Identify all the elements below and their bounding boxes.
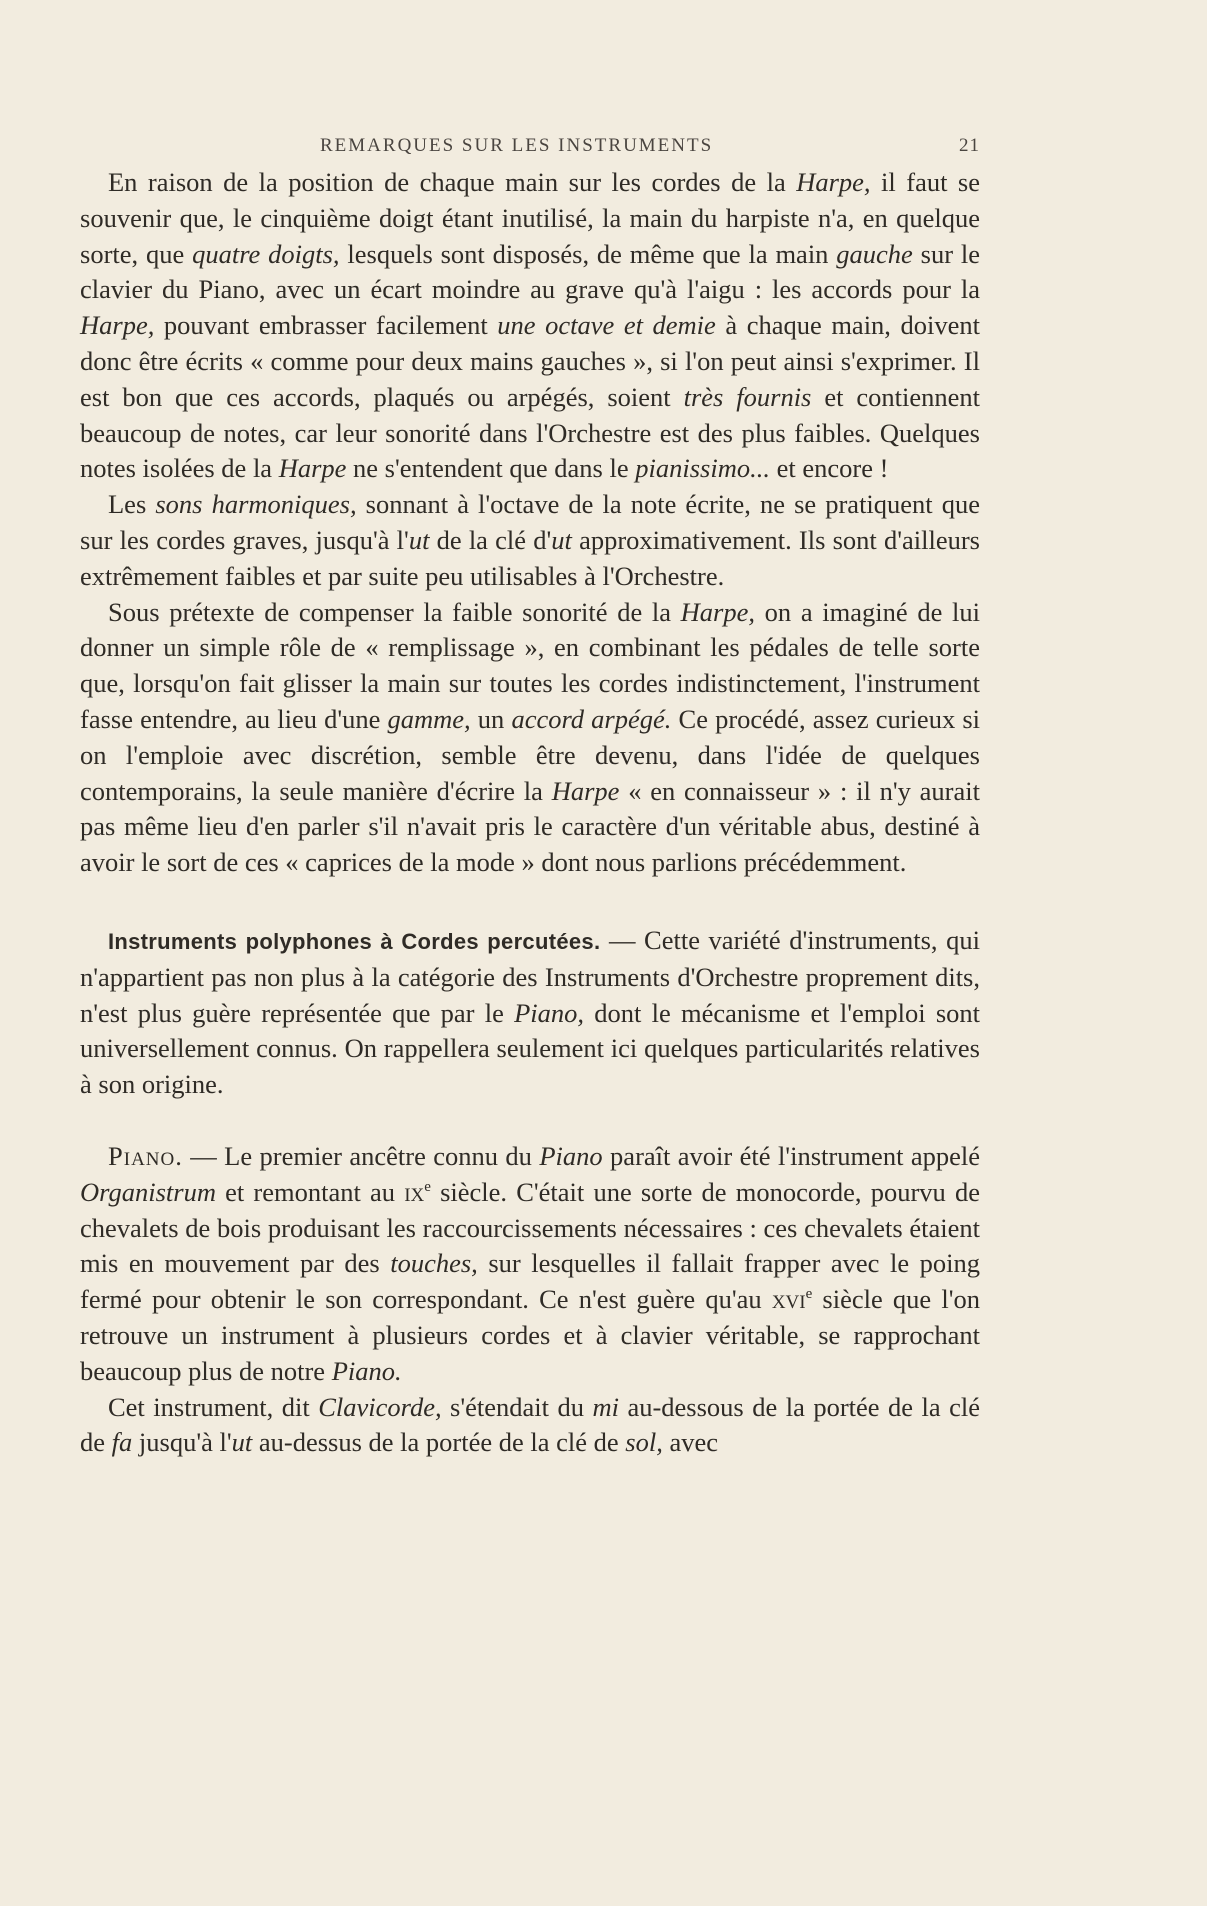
italic-run: très fournis <box>683 381 812 412</box>
century-numeral: xvi <box>771 1284 806 1315</box>
italic-run: accord arpégé. <box>511 703 672 734</box>
book-page <box>80 125 980 1461</box>
text-run: approximativement. Ils sont d'ailleurs extrêmement faibles et par suite peu utilisables à l'Orchestre. <box>80 524 980 591</box>
italic-run: Harpe <box>551 775 620 806</box>
text-run: et contiennent beaucoup de notes, car leur sonorité dans l'Orchestre est des plus faibles. Quelques notes isolées de la <box>80 381 980 484</box>
paragraph-harmonics <box>80 487 980 594</box>
italic-run: ut <box>231 1427 253 1458</box>
text-run: jusqu'à l' <box>132 1427 232 1458</box>
italic-run: Piano. <box>331 1355 402 1386</box>
paragraph-clavicorde <box>80 1390 980 1462</box>
text-run: sonnant à l'octave de la note écrite, ne se pratiquent que sur les cordes graves, jusqu'à l' <box>80 489 981 555</box>
text-run: au-dessous de la portée de la clé de <box>80 1391 980 1458</box>
text-run: paraît avoir été l'instrument appelé <box>602 1140 980 1171</box>
italic-run: Harpe, <box>80 310 155 341</box>
text-run: « en connaisseur » : il n'y aurait pas même lieu d'en parler s'il n'avait pris le caractère d'un véritable abus, destiné à avoir le sort de ces « caprices de la mode » dont nous parlions précédemment. <box>80 775 980 878</box>
paragraph-glissando <box>80 595 980 881</box>
text-run: Les <box>108 489 156 520</box>
piano-label: Piano. <box>108 1140 183 1171</box>
italic-run: gauche <box>836 238 913 269</box>
text-run: lesquels sont disposés, de même que la main <box>339 238 837 269</box>
italic-run: quatre doigts, <box>192 238 340 269</box>
text-run: à chaque main, doivent donc être écrits « comme pour deux mains gauches », si l'on peut ainsi s'exprimer. Il est bon que ces accords, plaqués ou arpégés, soient <box>80 310 980 412</box>
italic-run: Clavicorde, <box>318 1391 442 1422</box>
superscript: e <box>424 1178 431 1195</box>
text-run: et encore ! <box>769 453 889 484</box>
italic-run: Piano <box>539 1140 603 1171</box>
text-run: ne s'entendent que dans le <box>346 453 636 484</box>
text-run: dont le mécanisme et l'emploi sont universellement connus. On rappellera seulement ici quelques particularités relatives à son origine. <box>80 997 980 1100</box>
italic-run: pianissimo... <box>635 453 770 484</box>
italic-run: gamme, <box>387 703 471 734</box>
page-number: 21 <box>959 135 980 156</box>
century-numeral: ix <box>404 1176 425 1207</box>
paragraph-piano-origin <box>80 1139 980 1390</box>
spacer <box>80 881 980 923</box>
text-run: et remontant au <box>215 1176 405 1207</box>
italic-run: ut <box>408 524 430 555</box>
text-run: pouvant embrasser facilement <box>154 310 498 341</box>
italic-run: Organistrum <box>80 1176 216 1207</box>
italic-run: sol, <box>625 1427 663 1458</box>
page-header <box>80 125 980 165</box>
text-run: Ce procédé, assez curieux si on l'emploie avec discrétion, semble être devenu, dans l'idée de quelques contemporains, la seule manière d'écrire la <box>80 703 980 806</box>
running-head: REMARQUES SUR LES INSTRUMENTS <box>320 135 714 156</box>
paragraph-harp-chords <box>80 165 980 487</box>
text-run: — Le premier ancêtre connu du <box>182 1140 540 1171</box>
text-run: on a imaginé de lui donner un simple rôle de « remplissage », en combinant les pédales de telle sorte que, lorsqu'on fait glisser la main sur toutes les cordes indistinctement, l'instrument fasse entendre, au lieu d'une <box>80 596 980 734</box>
text-run: En raison de la position de chaque main sur les cordes de la <box>108 167 797 197</box>
italic-run: Harpe, <box>796 167 871 197</box>
italic-run: ut <box>551 524 572 555</box>
italic-run: mi <box>592 1391 619 1422</box>
text-run: au-dessus de la portée de la clé de <box>252 1427 626 1458</box>
superscript: e <box>805 1286 813 1303</box>
text-run: siècle que l'on retrouve un instrument à plusieurs cordes et à clavier véritable, se rapprochant beaucoup plus de notre <box>80 1284 980 1386</box>
italic-run: une octave et demie <box>497 310 716 341</box>
text-run: sur le clavier du Piano, avec un écart moindre au grave qu'à l'aigu : les accords pour la <box>80 238 981 305</box>
italic-run: touches, <box>390 1248 478 1279</box>
italic-run: fa <box>111 1427 133 1458</box>
italic-run: Piano, <box>514 997 585 1028</box>
spacer <box>80 1103 980 1139</box>
text-run: s'étendait du <box>441 1391 593 1422</box>
text-run: il faut se souvenir que, le cinquième doigt étant inutilisé, la main du harpiste n'a, en quelque sorte, que <box>80 167 980 269</box>
italic-run: sons harmoniques, <box>155 489 357 520</box>
text-run: — Cette variété d'instruments, qui n'appartient pas non plus à la catégorie des Instruments d'Orchestre proprement dits, n'est plus guère représentée que par le <box>80 924 980 1028</box>
italic-run: Harpe <box>278 453 347 484</box>
body-text <box>80 165 980 1461</box>
italic-run: Harpe, <box>680 596 756 627</box>
text-run: avec <box>662 1427 719 1458</box>
text-run: Sous prétexte de compenser la faible sonorité de la <box>108 596 681 627</box>
text-run: Cet instrument, dit <box>108 1391 319 1422</box>
text-run: de la clé d' <box>429 524 552 555</box>
paragraph-percussed-strings <box>80 923 980 1103</box>
text-run: un <box>470 703 512 734</box>
text-run: siècle. C'était une sorte de monocorde, pourvu de chevalets de bois produisant les raccourcissements nécessaires : ces chevalets étaient mis en mouvement par des <box>80 1176 980 1279</box>
section-heading: Instruments polyphones à Cordes percutées. <box>108 928 601 954</box>
text-run: sur lesquelles il fallait frapper avec le poing fermé pour obtenir le son correspondant. Ce n'est guère qu'au <box>80 1248 980 1315</box>
